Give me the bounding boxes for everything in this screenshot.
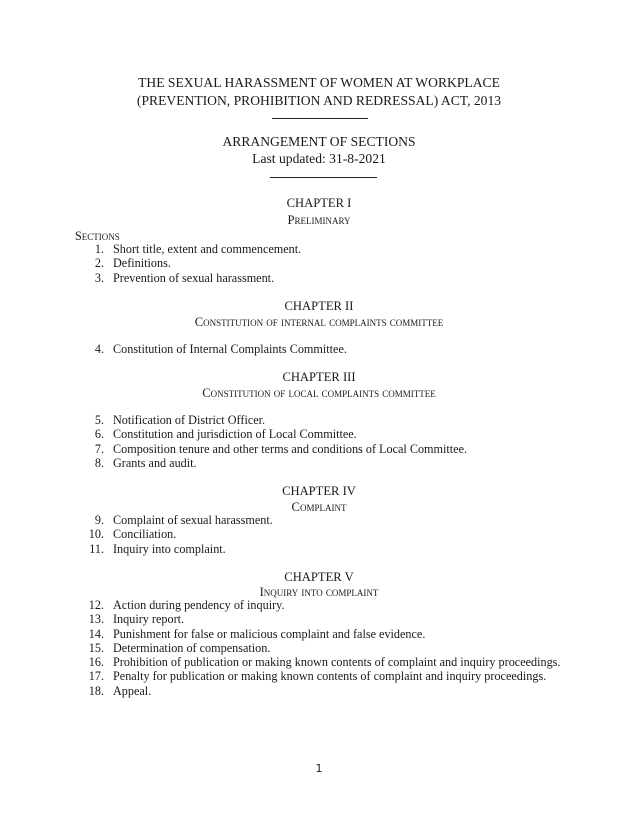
chapter-1-subheading: Preliminary (287, 213, 351, 227)
list-item (0, 427, 638, 441)
page-number: 1 (315, 762, 323, 775)
section-title: Constitution and jurisdiction of Local Committee. (113, 427, 357, 442)
section-number: 6. (94, 427, 104, 442)
list-item (0, 684, 638, 698)
section-title: Inquiry report. (113, 612, 185, 627)
section-title: Inquiry into complaint. (113, 541, 226, 556)
section-title: Penalty for publication or making known contents of complaint and inquiry proceedings. (113, 669, 547, 684)
section-number: 10. (88, 527, 104, 542)
section-number: 3. (94, 270, 104, 285)
list-item (0, 442, 638, 456)
chapter-2-section-list (0, 342, 638, 356)
list-item (0, 655, 638, 669)
list-item (0, 456, 638, 470)
chapter-5-heading: CHAPTER V (284, 570, 354, 584)
chapter-1-section-list (0, 242, 638, 285)
section-title: Prohibition of publication or making known contents of complaint and inquiry proceedings. (113, 655, 561, 670)
section-number: 12. (88, 598, 104, 612)
section-number: 14. (88, 626, 104, 641)
section-title: Notification of District Officer. (113, 413, 266, 427)
section-title: Determination of compensation. (113, 640, 271, 655)
section-number: 9. (94, 513, 104, 527)
act-title-line-2: (PREVENTION, PROHIBITION AND REDRESSAL) ACT, 2013 (136, 93, 502, 108)
arrangement-heading: ARRANGEMENT OF SECTIONS (222, 134, 416, 149)
section-number: 13. (88, 612, 104, 627)
section-number: 5. (94, 413, 104, 427)
section-title: Prevention of sexual harassment. (113, 270, 275, 285)
arrangement-divider (270, 177, 377, 178)
act-title-line-1: THE SEXUAL HARASSMENT OF WOMEN AT WORKPLACE (138, 75, 500, 90)
section-number: 2. (94, 256, 104, 271)
chapter-3-section-list (0, 413, 638, 470)
chapter-3-heading: CHAPTER III (282, 370, 356, 384)
list-item (0, 627, 638, 641)
chapter-5-subheading: Inquiry into complaint (259, 585, 379, 599)
section-number: 17. (88, 669, 104, 684)
section-number: 18. (88, 683, 104, 698)
section-title: Conciliation. (113, 527, 177, 542)
section-title: Grants and audit. (113, 455, 197, 470)
list-item (0, 413, 638, 427)
section-number: 11. (89, 541, 104, 556)
list-item (0, 669, 638, 683)
chapter-5-section-list (0, 598, 638, 698)
section-number: 16. (88, 655, 104, 670)
section-number: 8. (94, 455, 104, 470)
section-title: Appeal. (113, 683, 152, 698)
list-item (0, 342, 638, 356)
section-number: 7. (94, 441, 104, 456)
section-title: Complaint of sexual harassment. (113, 513, 273, 527)
section-title: Short title, extent and commencement. (113, 242, 302, 256)
list-item (0, 242, 638, 256)
list-item (0, 271, 638, 285)
chapter-1-heading: CHAPTER I (286, 196, 352, 210)
list-item (0, 513, 638, 527)
section-title: Composition tenure and other terms and conditions of Local Committee. (113, 441, 468, 456)
section-number: 1. (94, 242, 104, 256)
section-number: 15. (88, 640, 104, 655)
list-item (0, 641, 638, 655)
list-item (0, 542, 638, 556)
section-number: 4. (94, 342, 104, 356)
chapter-2-subheading: Constitution of internal complaints committee (194, 315, 444, 329)
chapter-4-section-list (0, 513, 638, 556)
title-divider (272, 118, 368, 119)
chapter-2-heading: CHAPTER II (284, 299, 354, 313)
section-title: Action during pendency of inquiry. (113, 598, 285, 612)
section-title: Punishment for false or malicious complaint and false evidence. (113, 626, 426, 641)
chapter-3-subheading: Constitution of local complaints committee (202, 386, 436, 400)
list-item (0, 527, 638, 541)
section-title: Definitions. (113, 256, 171, 271)
sections-label: Sections (75, 229, 120, 243)
list-item (0, 612, 638, 626)
chapter-4-subheading: Complaint (291, 500, 347, 514)
list-item (0, 598, 638, 612)
section-title: Constitution of Internal Complaints Committee. (113, 342, 347, 356)
list-item (0, 256, 638, 270)
last-updated: Last updated: 31-8-2021 (252, 151, 386, 166)
chapter-4-heading: CHAPTER IV (282, 484, 356, 498)
